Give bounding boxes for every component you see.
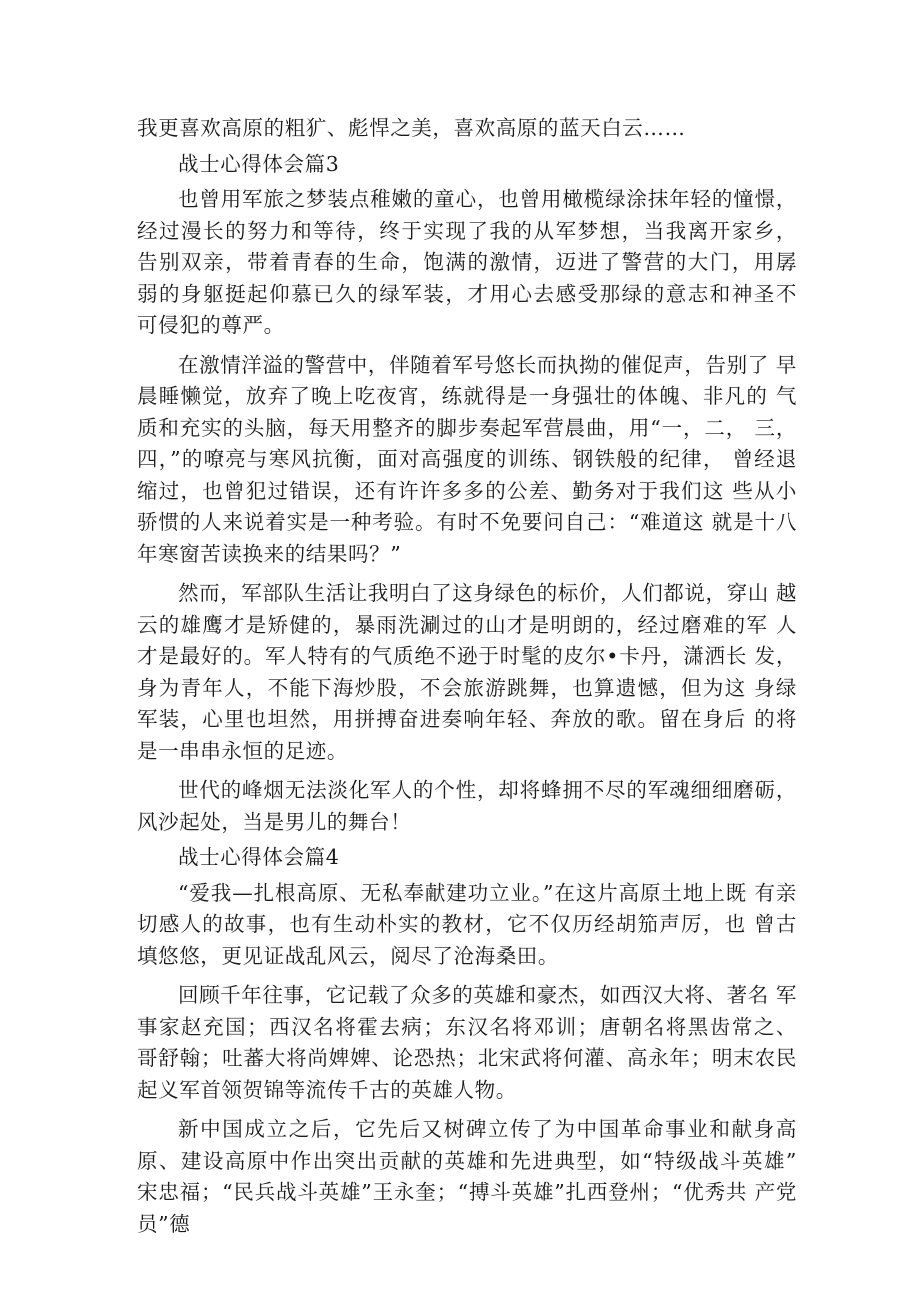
section-4-paragraph-2: 回顾千年往事，它记载了众多的英雄和豪杰，如西汉大将、著名 军事家赵充国；西汉名将霍去病；东汉名将邓训；唐朝名将黑齿常之、 哥舒翰；吐蕃大将尚婢婢、论恐热；北宋武将何灌、高永年；明末农民 起义军首领贺锦等流传千古的英雄人物。 xyxy=(137,983,798,1102)
section-3-paragraph-1: 也曾用军旅之梦装点稚嫩的童心，也曾用橄榄绿涂抹年轻的憧憬， 经过漫长的努力和等待，终于实现了我的从军梦想，当我离开家乡， 告别双亲，带着青春的生命，饱满的激情，迈进了警营的大门，用孱 弱的身躯挺起仰慕已久的绿军装，才用心去感受那绿的意志和神圣不 可侵犯的尊严。 xyxy=(137,187,797,337)
section-3-paragraph-2: 在激情洋溢的警营中，伴随着军号悠长而执拗的催促声，告别了 早晨睡懒觉，放弃了晚上吃夜宵，练就得是一身强壮的体魄、非凡的 气质和充实的头脑，每天用整齐的脚步奏起军营晨曲，用“一，二， 三，四，”的嘹亮与寒风抗衡，面对高强度的训练、钢铁般的纪律， 曾经退缩过，也曾犯过错误，还有许许多多的公差、勤务对于我们这 些从小骄惯的人来说着实是一种考验。有时不免要问自己：“难道这 就是十八年寒窗苦读换来的结果吗？” xyxy=(137,352,798,566)
section-3-title: 战士心得体会篇3 xyxy=(178,151,340,176)
section-3-paragraph-3: 然而，军部队生活让我明白了这身绿色的标价，人们都说，穿山 越云的雄鹰才是矫健的，暴雨洗涮过的山才是明朗的，经过磨难的军 人才是最好的。军人特有的气质绝不逊于时髦的皮尔•卡丹，潇洒长 发，身为青年人，不能下海炒股，不会旅游跳舞，也算遗憾，但为这 身绿军装，心里也坦然，用拼搏奋进奏响年轻、奔放的歌。留在身后 的将是一串串永恒的足迹。 xyxy=(137,581,798,763)
carryover-line: 我更喜欢高原的粗犷、彪悍之美，喜欢高原的蓝天白云…… xyxy=(137,116,686,140)
document-body xyxy=(137,113,797,1240)
section-3-paragraph-4: 世代的峰烟无法淡化军人的个性，却将蜂拥不尽的军魂细细磨砺， 风沙起处，当是男儿的舞台！ xyxy=(137,778,797,834)
section-4-paragraph-3: 新中国成立之后，它先后又树碑立传了为中国革命事业和献身高 原、建设高原中作出突出贡献的英雄和先进典型，如“特级战斗英雄” 宋忠福；“民兵战斗英雄”王永奎；“搏斗英雄”扎西登州；“优秀共 产党员”德 xyxy=(137,1117,797,1236)
section-4-title: 战士心得体会篇4 xyxy=(178,845,340,869)
section-4-paragraph-1: “爱我—扎根高原、无私奉献建功立业。”在这片高原土地上既 有亲切感人的故事，也有生动朴实的教材，它不仅历经胡笳声厉，也 曾古填悠悠，更见证战乱风云，阅尽了沧海桑田。 xyxy=(137,880,797,968)
